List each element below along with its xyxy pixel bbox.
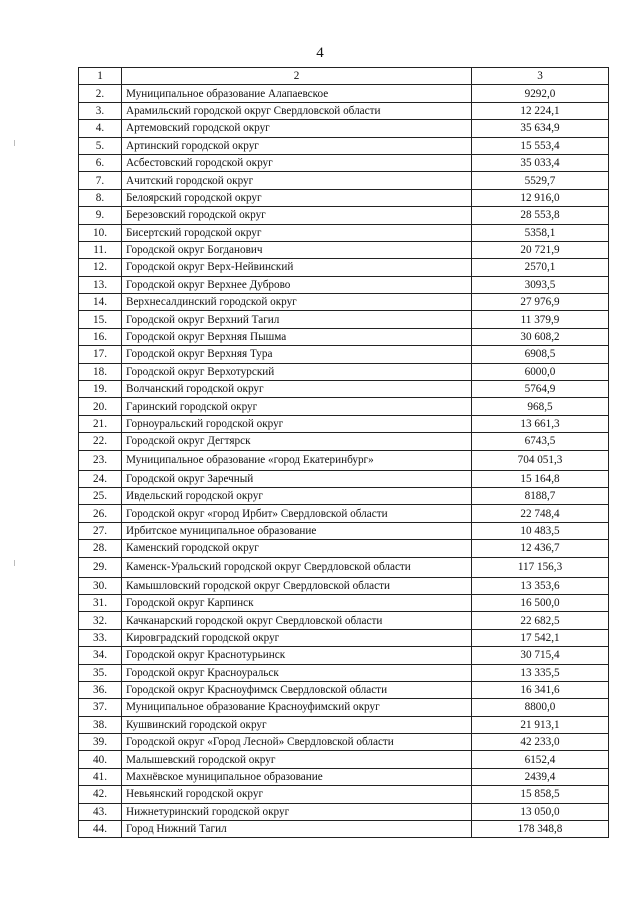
- table-row: [79, 664, 609, 681]
- table-row: [79, 85, 609, 102]
- row-number-cell: 5.: [79, 137, 122, 154]
- municipality-name-cell: Городской округ Верхотурский: [122, 363, 472, 380]
- table-row: [79, 505, 609, 522]
- table-row: [79, 415, 609, 432]
- municipality-name-cell: Городской округ Заречный: [122, 470, 472, 487]
- row-number-cell: 41.: [79, 768, 122, 785]
- municipality-name-cell: Арамильский городской округ Свердловской области: [122, 102, 472, 119]
- left-margin-mark: [14, 140, 15, 146]
- amount-cell: 15 858,5: [472, 786, 609, 803]
- row-number-cell: 24.: [79, 470, 122, 487]
- header-cell-name: 2: [122, 68, 472, 85]
- table-row: [79, 224, 609, 241]
- table-row: [79, 594, 609, 611]
- municipality-name-cell: Городской округ Верхняя Тура: [122, 346, 472, 363]
- table-row: [79, 821, 609, 838]
- table-row: [79, 328, 609, 345]
- row-number-cell: 34.: [79, 647, 122, 664]
- row-number-cell: 44.: [79, 821, 122, 838]
- row-number-cell: 30.: [79, 577, 122, 594]
- municipality-name-cell: Городской округ Верхняя Пышма: [122, 328, 472, 345]
- amount-cell: 117 156,3: [472, 557, 609, 577]
- row-number-cell: 43.: [79, 803, 122, 820]
- table-row: [79, 311, 609, 328]
- municipality-name-cell: Муниципальное образование Красноуфимский округ: [122, 699, 472, 716]
- row-number-cell: 25.: [79, 487, 122, 504]
- amount-cell: 16 500,0: [472, 594, 609, 611]
- row-number-cell: 32.: [79, 612, 122, 629]
- table-row: [79, 363, 609, 380]
- row-number-cell: 6.: [79, 154, 122, 171]
- row-number-cell: 29.: [79, 557, 122, 577]
- amount-cell: 28 553,8: [472, 207, 609, 224]
- row-number-cell: 20.: [79, 398, 122, 415]
- row-number-cell: 22.: [79, 433, 122, 450]
- municipality-name-cell: Гаринский городской округ: [122, 398, 472, 415]
- table-row: [79, 470, 609, 487]
- table-row: [79, 120, 609, 137]
- row-number-cell: 3.: [79, 102, 122, 119]
- municipality-name-cell: Артемовский городской округ: [122, 120, 472, 137]
- amount-cell: 8800,0: [472, 699, 609, 716]
- table-row: [79, 699, 609, 716]
- amount-cell: 13 050,0: [472, 803, 609, 820]
- municipality-name-cell: Березовский городской округ: [122, 207, 472, 224]
- amount-cell: 27 976,9: [472, 294, 609, 311]
- municipality-name-cell: Каменск-Уральский городской округ Свердловской области: [122, 557, 472, 577]
- municipality-name-cell: Белоярский городской округ: [122, 189, 472, 206]
- table-row: [79, 189, 609, 206]
- row-number-cell: 12.: [79, 259, 122, 276]
- row-number-cell: 27.: [79, 522, 122, 539]
- amount-cell: 3093,5: [472, 276, 609, 293]
- amount-cell: 13 661,3: [472, 415, 609, 432]
- table-row: [79, 540, 609, 557]
- amount-cell: 704 051,3: [472, 450, 609, 470]
- table-row: [79, 629, 609, 646]
- table-body: [79, 68, 609, 838]
- amount-cell: 6908,5: [472, 346, 609, 363]
- amount-cell: 6152,4: [472, 751, 609, 768]
- table-row: [79, 398, 609, 415]
- row-number-cell: 13.: [79, 276, 122, 293]
- amount-cell: 6000,0: [472, 363, 609, 380]
- amount-cell: 2570,1: [472, 259, 609, 276]
- amount-cell: 22 682,5: [472, 612, 609, 629]
- municipality-name-cell: Ачитский городской округ: [122, 172, 472, 189]
- amount-cell: 20 721,9: [472, 241, 609, 258]
- row-number-cell: 35.: [79, 664, 122, 681]
- table-row: [79, 207, 609, 224]
- municipality-name-cell: Кушвинский городской округ: [122, 716, 472, 733]
- row-number-cell: 19.: [79, 381, 122, 398]
- table-row: [79, 768, 609, 785]
- left-margin-mark: [14, 560, 15, 566]
- municipality-name-cell: Городской округ «город Ирбит» Свердловской области: [122, 505, 472, 522]
- amount-cell: 42 233,0: [472, 734, 609, 751]
- municipality-name-cell: Городской округ Краснотурьинск: [122, 647, 472, 664]
- amount-cell: 22 748,4: [472, 505, 609, 522]
- page-number: 4: [316, 45, 324, 61]
- row-number-cell: 4.: [79, 120, 122, 137]
- amount-cell: 17 542,1: [472, 629, 609, 646]
- municipality-name-cell: Городской округ Карпинск: [122, 594, 472, 611]
- municipality-name-cell: Камышловский городской округ Свердловской области: [122, 577, 472, 594]
- header-cell-number: 1: [79, 68, 122, 85]
- amount-cell: 35 033,4: [472, 154, 609, 171]
- row-number-cell: 31.: [79, 594, 122, 611]
- municipality-name-cell: Ирбитское муниципальное образование: [122, 522, 472, 539]
- table-row: [79, 381, 609, 398]
- table-row: [79, 734, 609, 751]
- row-number-cell: 40.: [79, 751, 122, 768]
- row-number-cell: 39.: [79, 734, 122, 751]
- municipality-name-cell: Городской округ Богданович: [122, 241, 472, 258]
- amount-cell: 12 916,0: [472, 189, 609, 206]
- municipality-name-cell: Волчанский городской округ: [122, 381, 472, 398]
- amount-cell: 30 715,4: [472, 647, 609, 664]
- allocation-table: [78, 67, 609, 838]
- table-row: [79, 433, 609, 450]
- row-number-cell: 37.: [79, 699, 122, 716]
- municipality-name-cell: Муниципальное образование Алапаевское: [122, 85, 472, 102]
- table-row: [79, 276, 609, 293]
- table-row: [79, 172, 609, 189]
- table-header-row: [79, 68, 609, 85]
- row-number-cell: 15.: [79, 311, 122, 328]
- table-row: [79, 487, 609, 504]
- municipality-name-cell: Верхнесалдинский городской округ: [122, 294, 472, 311]
- table-row: [79, 786, 609, 803]
- row-number-cell: 7.: [79, 172, 122, 189]
- table-row: [79, 241, 609, 258]
- table-row: [79, 647, 609, 664]
- amount-cell: 21 913,1: [472, 716, 609, 733]
- municipality-name-cell: Махнёвское муниципальное образование: [122, 768, 472, 785]
- row-number-cell: 18.: [79, 363, 122, 380]
- amount-cell: 12 224,1: [472, 102, 609, 119]
- table-row: [79, 557, 609, 577]
- amount-cell: 13 335,5: [472, 664, 609, 681]
- row-number-cell: 42.: [79, 786, 122, 803]
- row-number-cell: 16.: [79, 328, 122, 345]
- amount-cell: 15 553,4: [472, 137, 609, 154]
- municipality-name-cell: Городской округ Верхнее Дуброво: [122, 276, 472, 293]
- municipality-name-cell: Городской округ Красноуральск: [122, 664, 472, 681]
- municipality-name-cell: Муниципальное образование «город Екатеринбург»: [122, 450, 472, 470]
- table-row: [79, 346, 609, 363]
- table-row: [79, 137, 609, 154]
- municipality-name-cell: Ивдельский городской округ: [122, 487, 472, 504]
- row-number-cell: 38.: [79, 716, 122, 733]
- municipality-name-cell: Кировградский городской округ: [122, 629, 472, 646]
- municipality-name-cell: Невьянский городской округ: [122, 786, 472, 803]
- amount-cell: 15 164,8: [472, 470, 609, 487]
- amount-cell: 10 483,5: [472, 522, 609, 539]
- amount-cell: 5764,9: [472, 381, 609, 398]
- amount-cell: 6743,5: [472, 433, 609, 450]
- amount-cell: 178 348,8: [472, 821, 609, 838]
- municipality-name-cell: Асбестовский городской округ: [122, 154, 472, 171]
- table-row: [79, 577, 609, 594]
- table-row: [79, 803, 609, 820]
- table-row: [79, 612, 609, 629]
- municipality-name-cell: Город Нижний Тагил: [122, 821, 472, 838]
- header-cell-value: 3: [472, 68, 609, 85]
- row-number-cell: 36.: [79, 681, 122, 698]
- row-number-cell: 10.: [79, 224, 122, 241]
- municipality-name-cell: Городской округ Красноуфимск Свердловской области: [122, 681, 472, 698]
- amount-cell: 11 379,9: [472, 311, 609, 328]
- amount-cell: 5358,1: [472, 224, 609, 241]
- amount-cell: 8188,7: [472, 487, 609, 504]
- amount-cell: 16 341,6: [472, 681, 609, 698]
- table-row: [79, 450, 609, 470]
- municipality-name-cell: Каменский городской округ: [122, 540, 472, 557]
- row-number-cell: 33.: [79, 629, 122, 646]
- municipality-name-cell: Малышевский городской округ: [122, 751, 472, 768]
- municipality-name-cell: Горноуральский городской округ: [122, 415, 472, 432]
- municipality-name-cell: Городской округ Дегтярск: [122, 433, 472, 450]
- row-number-cell: 9.: [79, 207, 122, 224]
- municipality-name-cell: Нижнетуринский городской округ: [122, 803, 472, 820]
- row-number-cell: 14.: [79, 294, 122, 311]
- row-number-cell: 21.: [79, 415, 122, 432]
- amount-cell: 30 608,2: [472, 328, 609, 345]
- row-number-cell: 26.: [79, 505, 122, 522]
- amount-cell: 35 634,9: [472, 120, 609, 137]
- table-row: [79, 294, 609, 311]
- row-number-cell: 2.: [79, 85, 122, 102]
- row-number-cell: 8.: [79, 189, 122, 206]
- table-row: [79, 716, 609, 733]
- municipality-name-cell: Качканарский городской округ Свердловской области: [122, 612, 472, 629]
- table-row: [79, 751, 609, 768]
- amount-cell: 5529,7: [472, 172, 609, 189]
- municipality-name-cell: Городской округ Верхний Тагил: [122, 311, 472, 328]
- municipality-name-cell: Городской округ Верх-Нейвинский: [122, 259, 472, 276]
- table-row: [79, 259, 609, 276]
- table-row: [79, 522, 609, 539]
- municipality-name-cell: Городской округ «Город Лесной» Свердловской области: [122, 734, 472, 751]
- amount-cell: 12 436,7: [472, 540, 609, 557]
- municipality-name-cell: Бисертский городской округ: [122, 224, 472, 241]
- amount-cell: 2439,4: [472, 768, 609, 785]
- row-number-cell: 11.: [79, 241, 122, 258]
- table-row: [79, 681, 609, 698]
- row-number-cell: 17.: [79, 346, 122, 363]
- amount-cell: 13 353,6: [472, 577, 609, 594]
- table-row: [79, 154, 609, 171]
- row-number-cell: 28.: [79, 540, 122, 557]
- municipality-name-cell: Артинский городской округ: [122, 137, 472, 154]
- amount-cell: 968,5: [472, 398, 609, 415]
- table-row: [79, 102, 609, 119]
- amount-cell: 9292,0: [472, 85, 609, 102]
- row-number-cell: 23.: [79, 450, 122, 470]
